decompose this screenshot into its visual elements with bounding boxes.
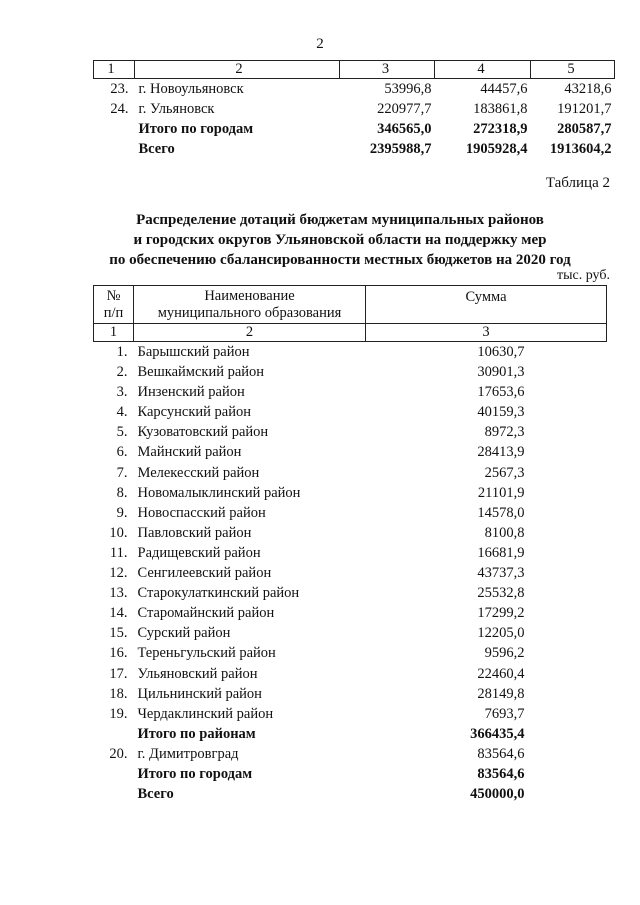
table-2-header-num-line1: № (106, 287, 121, 304)
table-1-header-cell: 4 (435, 61, 531, 79)
table-2 (93, 285, 607, 804)
table-cell: 10. (109, 524, 128, 541)
table-cell: 12. (109, 565, 128, 582)
table-cell: 10630,7 (477, 344, 525, 360)
table-cell: 28149,8 (477, 685, 525, 702)
table-cell: 346565,0 (377, 121, 432, 137)
table-row (94, 643, 607, 663)
table-2-header-number-row (94, 324, 607, 342)
table-row (94, 99, 615, 119)
table-row (94, 623, 607, 643)
table-1-header-cell: 2 (135, 61, 340, 79)
table-cell: 272318,9 (473, 121, 528, 137)
table-row (94, 583, 607, 603)
table-cell: 8100,8 (484, 524, 525, 541)
table-2-header-sum: Сумма (366, 286, 607, 324)
table-cell (94, 139, 135, 159)
table-cell: 17. (109, 665, 128, 682)
table-2-header-number-cell: 2 (134, 324, 366, 342)
table-row (94, 724, 607, 744)
table-cell: 1905928,4 (465, 141, 528, 157)
table-2-title (60, 210, 620, 270)
table-2-header-num-line2: п/п (103, 304, 124, 321)
table-cell: 6. (116, 444, 128, 461)
table-cell: 2567,3 (484, 464, 525, 481)
table-cell: 83564,6 (477, 765, 525, 782)
table-cell: Всего (137, 786, 174, 803)
table-cell: 20. (109, 745, 128, 762)
table-cell: Сенгилеевский район (137, 565, 272, 582)
table-row (94, 342, 607, 363)
table-cell: 43737,3 (477, 565, 525, 582)
table-1-header-cell: 3 (340, 61, 435, 79)
table-row (94, 664, 607, 684)
table-2-title-line: и городских округов Ульяновской области на поддержку мер (133, 232, 547, 248)
table-2-header-number-cell: 1 (94, 324, 134, 342)
table-cell: 17299,2 (477, 605, 525, 622)
table-cell: 366435,4 (470, 725, 525, 742)
table-2-label: Таблица 2 (545, 175, 610, 191)
table-row (94, 463, 607, 483)
table-cell: 30901,3 (477, 364, 525, 381)
table-cell: Цильнинский район (137, 685, 262, 702)
table-row (94, 119, 615, 139)
table-cell: 25532,8 (477, 585, 525, 602)
table-row (94, 79, 615, 100)
table-cell: Павловский район (137, 524, 252, 541)
table-row (94, 139, 615, 159)
table-cell: 220977,7 (377, 101, 432, 117)
table-cell: г. Димитровград (137, 745, 239, 762)
table-row (94, 402, 607, 422)
table-1-header-row (94, 61, 615, 79)
table-cell: 16. (109, 645, 128, 662)
table-row (94, 442, 607, 462)
table-cell: 5. (116, 424, 128, 441)
table-cell: 16681,9 (477, 544, 525, 561)
table-cell: 24. (110, 101, 129, 117)
table-2-header-row (94, 286, 607, 324)
table-cell: Ульяновский район (137, 665, 258, 682)
table-cell: Новомалыклинский район (137, 484, 301, 501)
table-cell: Чердаклинский район (137, 705, 274, 722)
table-1-continuation (93, 60, 615, 159)
table-2-header-number-cell: 3 (366, 324, 607, 342)
table-cell: 28413,9 (477, 444, 525, 461)
table-cell: 4. (116, 404, 128, 421)
page-number: 2 (316, 36, 324, 52)
table-2-header-name-line2: муниципального образования (157, 304, 342, 321)
table-cell: Кузоватовский район (137, 424, 269, 441)
table-1-body (94, 79, 615, 160)
table-cell: 450000,0 (470, 786, 525, 803)
table-cell: 43218,6 (564, 81, 612, 97)
table-1-header-cell: 1 (94, 61, 135, 79)
table-cell: Всего (138, 141, 175, 157)
table-cell: г. Новоульяновск (138, 81, 244, 97)
table-2-title-line: по обеспечению сбалансированности местных бюджетов на 2020 год (109, 252, 571, 268)
table-cell: 19. (109, 705, 128, 722)
table-cell: 2395988,7 (369, 141, 432, 157)
table-cell: 15. (109, 625, 128, 642)
table-cell (94, 784, 134, 804)
table-cell: г. Ульяновск (138, 101, 215, 117)
table-row (94, 764, 607, 784)
table-cell: Сурский район (137, 625, 231, 642)
table-cell: 1. (116, 344, 128, 360)
table-cell: Мелекесский район (137, 464, 260, 481)
table-cell: Старомайнский район (137, 605, 275, 622)
table-2-unit: тыс. руб. (557, 268, 610, 283)
table-cell: 191201,7 (557, 101, 612, 117)
table-cell: 9596,2 (484, 645, 525, 662)
table-cell: 280587,7 (557, 121, 612, 137)
table-cell: 8. (116, 484, 128, 501)
table-cell: Радищевский район (137, 544, 261, 561)
table-cell: Барышский район (137, 344, 250, 360)
table-row (94, 704, 607, 724)
table-row (94, 362, 607, 382)
table-row (94, 422, 607, 442)
table-cell: Вешкаймский район (137, 364, 265, 381)
table-cell: Новоспасский район (137, 504, 266, 521)
table-cell: 21101,9 (477, 484, 525, 501)
table-cell: Итого по городам (137, 765, 253, 782)
table-row (94, 744, 607, 764)
table-1-header-cell: 5 (531, 61, 615, 79)
table-cell: 7. (116, 464, 128, 481)
table-row (94, 684, 607, 704)
table-row (94, 503, 607, 523)
table-cell: 53996,8 (384, 81, 432, 97)
table-2-body (94, 342, 607, 805)
table-cell: 2. (116, 364, 128, 381)
table-2-header-name-line1: Наименование (204, 287, 295, 304)
table-cell: 11. (109, 544, 128, 561)
table-cell: 22460,4 (477, 665, 525, 682)
table-row (94, 563, 607, 583)
table-cell (94, 764, 134, 784)
table-cell: Старокулаткинский район (137, 585, 300, 602)
table-cell: 7693,7 (484, 705, 525, 722)
table-cell: 9. (116, 504, 128, 521)
table-cell: 40159,3 (477, 404, 525, 421)
table-row (94, 603, 607, 623)
table-cell: 13. (109, 585, 128, 602)
table-cell: 83564,6 (477, 745, 525, 762)
table-cell: Карсунский район (137, 404, 252, 421)
table-2-title-line: Распределение дотаций бюджетам муниципальных районов (136, 212, 544, 228)
table-cell: 8972,3 (484, 424, 525, 441)
table-cell: 1913604,2 (549, 141, 612, 157)
table-cell: 18. (109, 685, 128, 702)
table-row (94, 523, 607, 543)
table-row (94, 483, 607, 503)
table-2-header-num (94, 286, 134, 324)
table-cell: Итого по городам (138, 121, 254, 137)
table-cell: 14. (109, 605, 128, 622)
table-cell: Тереньгульский район (137, 645, 276, 662)
table-cell: Инзенский район (137, 384, 245, 401)
table-cell: 14578,0 (477, 504, 525, 521)
table-cell: 44457,6 (480, 81, 528, 97)
table-cell: 3. (116, 384, 128, 401)
table-row (94, 382, 607, 402)
table-cell (94, 119, 135, 139)
table-cell: 23. (110, 81, 129, 97)
table-cell (94, 724, 134, 744)
table-cell: 12205,0 (477, 625, 525, 642)
table-cell: Итого по районам (137, 725, 256, 742)
table-2-header-name (134, 286, 366, 324)
table-row (94, 543, 607, 563)
table-cell: 17653,6 (477, 384, 525, 401)
table-cell: Майнский район (137, 444, 242, 461)
table-cell: 183861,8 (473, 101, 528, 117)
table-row (94, 784, 607, 804)
